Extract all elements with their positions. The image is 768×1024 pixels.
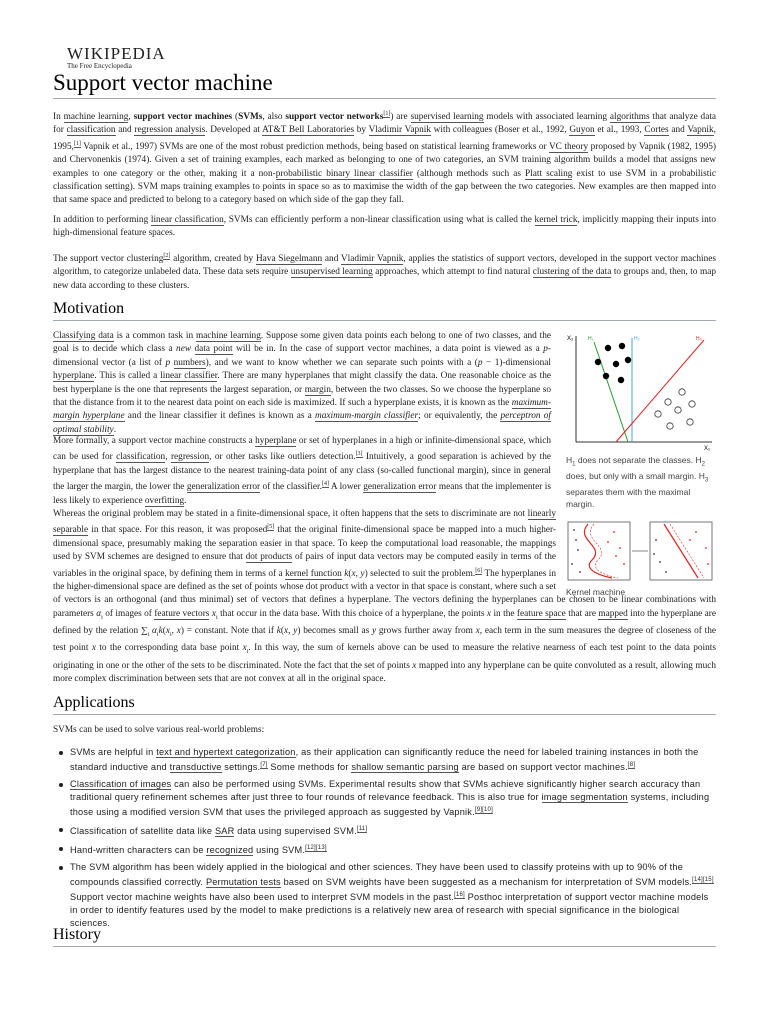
motivation-paragraph-2: More formally, a support vector machine constructs a hyperplane or set of hyperplanes in a high or infinite-dimensional space, which can be used for classification, regression, or other tasks like outliers detection.[3] Intuitively, a good separation is achieved by the hyperplane that has the largest distance to the nearest training-data point of any class (so-called functional margin), since in general the larger the margin, the lower the generalization error of the classifier.[4] A lower generalization error means that the implementer is less likely to experience overfitting.	[53, 436, 552, 506]
article-link[interactable]: AT&T Bell Laboratories	[262, 125, 355, 136]
wordmark: WIKIPEDIA	[67, 44, 166, 63]
math-variable: p	[165, 357, 171, 368]
article-link[interactable]: algorithms	[609, 112, 650, 122]
article-link[interactable]: regression	[170, 452, 210, 463]
hyperplane-h1	[594, 342, 628, 442]
motivation-paragraph-3: Whereas the original problem may be stated in a finite-dimensional space, it often happens that the sets to discriminate are not linearly separable in that space. For this reason, it was proposed[5] that the original finite-dimensional space be mapped into a much higher-dimensional space, presumably making the separation easier in that space. To keep the computational load reasonable, the mappings used by SVM schemes are designed to ensure that dot products of pairs of input data vectors may be computed easily in terms of the variables in the original space, by defining them in terms of a kernel function k(x, y) selected to suit the problem.[6] The hyperplanes in the higher-dimensional space are defined as the set of points whose dot product with a vector in that space is constant, where such a set of vectors is an orthogonal (and thus minimal) set of vectors that defines a hyperplane. The vectors defining the hyperplanes can be chosen to be linear combinations with parameters $\alpha_i$ of images of feature vectors $x_i$ that occur in the data base. With this choice of a hyperplane, the points x in the feature space that are mapped into the hyperplane are defined by the relation $\sum_i$ $\alpha_ik(x_i$, x) = constant. Note that if k(x, y) becomes small as y grows further away from x, each term in the sum measures the degree of closeness of the test point x to the corresponding data base point $x_i$. In this way, the sum of kernels above can be used to measure the relative nearness of each test point to the data points originating in one or the other of the sets to be discriminated. Note the fact that the set of points x mapped into any hyperplane can be quite convoluted as a result, allowing much more complex discrimination between sets that are not convex at all in the original space.	[53, 509, 717, 685]
section-divider	[53, 320, 716, 321]
subscript: i	[147, 631, 150, 638]
label-h1: H₁	[588, 336, 594, 342]
article-link[interactable]: hyperplane	[255, 436, 297, 446]
math-variable: α	[152, 626, 157, 637]
citation-link[interactable]: [16]	[454, 892, 465, 898]
article-link[interactable]: clustering of the data	[532, 267, 612, 278]
article-link[interactable]: linear classifier	[160, 371, 218, 382]
subscript: 2	[701, 461, 705, 468]
list-item: The SVM algorithm has been widely applied in the biological and other sciences. They have been used to classify proteins with up to 90% of the compounds classified correctly. Permutation tests based on SVM weights have been suggested as a mechanism for interpretation of SVM models.[14][15] Support vector machine weights have also been used to interpret SVM models in the past.[16] Posthoc interpretation of support vector machine models in order to identify features used by the model to make predictions is a relatively new area of research with special significance in the biological sciences.	[53, 861, 716, 930]
article-link[interactable]: feature vectors	[154, 608, 210, 619]
intro-paragraph-1: In machine learning, support vector machines (SVMs, also support vector networks[1]) are supervised learning models with associated learning algorithms that analyze data for classification and regression analysis. Developed at AT&T Bell Laboratories by Vladimir Vapnik with colleagues (Boser et al., 1992, Guyon et al., 1993, Cortes and Vapnik, 1995,[1] Vapnik et al., 1997) SVMs are one of the most robust prediction methods, being based on statistical learning frameworks or VC theory proposed by Vapnik (1982, 1995) and Chervonenkis (1974). Given a set of training examples, each marked as belonging to one of two categories, an SVM training algorithm builds a model that assigns new examples to one category or the other, making it a non-probabilistic binary linear classifier (although methods such as Platt scaling exist to use SVM in a probabilistic classification setting). SVM maps training examples to points in space so as to maximise the width of the gap between the two categories. New examples are then mapped into that same space and predicted to belong to a category based on which side of the gap they fall.	[53, 111, 717, 206]
subscript: 3	[704, 477, 709, 484]
bold-term: support vector machines	[133, 112, 233, 122]
citation-link[interactable]: [13]	[315, 845, 327, 851]
intro-paragraph-2: In addition to performing linear classification, SVMs can efficiently perform a non-linear classification using what is called the kernel trick, implicitly mapping their inputs into high-dimensional feature spaces.	[53, 215, 716, 239]
citation-link[interactable]: [8]	[627, 762, 636, 768]
article-link[interactable]: Vladimir Vapnik	[368, 125, 431, 136]
article-link[interactable]: overfitting	[144, 495, 185, 506]
citation-link[interactable]: [4]	[321, 481, 329, 488]
article-link[interactable]: Platt scaling	[525, 168, 573, 179]
wikipedia-logo[interactable]	[67, 44, 166, 70]
math-variable: α	[96, 608, 102, 619]
math-variable: x	[91, 643, 96, 654]
subscript: i	[215, 614, 218, 621]
citation-link[interactable]: [3]	[355, 451, 363, 458]
article-link[interactable]: kernel function	[285, 568, 342, 579]
subscript: 1	[572, 461, 576, 468]
bold-term: SVMs	[238, 112, 263, 122]
article-link[interactable]: maximum-margin hyperplane	[53, 398, 551, 422]
citation-link[interactable]: [9]	[474, 807, 483, 813]
article-link[interactable]: mapped	[598, 608, 628, 619]
page-title: Support vector machine	[53, 70, 273, 95]
math-variable: y	[371, 626, 377, 637]
section-heading-motivation: Motivation	[53, 300, 125, 317]
bold-term: support vector networks	[285, 112, 384, 122]
motivation-paragraph-1: Classifying data is a common task in machine learning. Suppose some given data points each belong to one of two classes, and the goal is to decide which class a new data point will be in. In the case of support vector machines, a data point is viewed as a p-dimensional vector (a list of p numbers), and we want to know whether we can separate such points with a (p − 1)-dimensional hyperplane. This is called a linear classifier. There are many hyperplanes that might classify the data. One reasonable choice as the best hyperplane is the one that represents the largest separation, or margin, between the two classes. So we choose the hyperplane so that the distance from it to the nearest data point on each side is maximized. If such a hyperplane exists, it is known as the maximum-margin hyperplane and the linear classifier it defines is known as a maximum-margin classifier; or equivalently, the perceptron of optimal stability.	[53, 331, 552, 435]
article-link[interactable]: Classifying data	[53, 331, 114, 341]
article-link[interactable]: Hava Siegelmann	[255, 254, 323, 264]
axis-label-x1: X₁	[704, 446, 711, 452]
tagline: The Free Encyclopedia	[67, 62, 132, 70]
figure-float-spacer	[556, 508, 716, 586]
article-link[interactable]: Cortes	[644, 125, 669, 136]
article-link[interactable]: classification	[66, 125, 116, 136]
axis-label-x2: X₂	[567, 336, 574, 342]
article-link[interactable]: shallow semantic parsing	[351, 762, 459, 772]
article-link[interactable]: kernel trick	[534, 215, 578, 225]
article-link[interactable]: margin	[304, 384, 331, 395]
math-variable: x	[284, 626, 289, 637]
title-divider	[53, 98, 716, 99]
article-link[interactable]: probabilistic binary linear classifier	[275, 168, 413, 179]
citation-link[interactable]: [5]	[267, 524, 275, 531]
section-heading-history: History	[53, 926, 101, 943]
article-link[interactable]: unsupervised learning	[290, 267, 373, 278]
math-variable: k	[344, 568, 349, 579]
math-variable: x	[351, 568, 356, 579]
article-link[interactable]: dot products	[245, 552, 293, 563]
section-divider	[53, 946, 716, 947]
article-link[interactable]: text and hypertext categorization	[156, 747, 296, 757]
list-item: Hand-written characters can be recognized using SVM.[12][13]	[53, 842, 716, 857]
subscript: i	[169, 631, 172, 638]
citation-link[interactable]: [10]	[482, 807, 493, 813]
hyperplanes-figure[interactable]	[566, 330, 716, 510]
math-variable: x	[475, 626, 480, 637]
article-link[interactable]: feature space	[516, 608, 566, 619]
article-link[interactable]: Classification of images	[70, 779, 172, 789]
applications-intro: SVMs can be used to solve various real-world problems:	[53, 725, 265, 735]
citation-link[interactable]: [1]	[383, 111, 391, 117]
subscript: i	[246, 649, 249, 656]
article-link[interactable]: regression analysis	[134, 125, 206, 136]
article-link[interactable]: maximum-margin classifier	[315, 411, 419, 422]
section-divider	[53, 714, 716, 715]
article-link[interactable]: hyperplane	[53, 371, 95, 382]
article-link[interactable]: transductive	[169, 762, 222, 772]
citation-link[interactable]: [7]	[260, 762, 268, 768]
list-item: Classification of satellite data like SAR data using supervised SVM.[11]	[53, 823, 716, 838]
figure-caption-kernel: Kernel machine	[566, 587, 626, 597]
article-link[interactable]: Guyon	[569, 125, 595, 136]
math-variable: k	[158, 626, 163, 637]
figure-caption-hyperplanes: $H_1$ does not separate the classes. $H_2$ does, but only with a small margin. $H_3$ separates them with the maximal margin.	[566, 455, 709, 509]
article-link[interactable]: numbers	[173, 357, 206, 368]
math-variable: x	[412, 660, 417, 671]
article-link[interactable]: Vladimir Vapnik	[340, 254, 404, 264]
label-h2: H₂	[634, 336, 640, 342]
citation-link[interactable]: [11]	[356, 826, 368, 832]
subscript: i	[101, 614, 103, 621]
math-variable: y	[293, 626, 298, 637]
citation-link[interactable]: [12]	[305, 845, 316, 851]
article-link[interactable]: Permutation tests	[205, 877, 281, 887]
math-variable: y	[360, 568, 365, 579]
math-variable: x	[211, 608, 216, 619]
article-link[interactable]: linearly separable	[53, 509, 556, 536]
math-variable: x	[486, 608, 492, 619]
applications-list	[53, 746, 716, 934]
article-link[interactable]: supervised learning	[410, 112, 484, 122]
article-link[interactable]: data point	[194, 344, 233, 355]
article-link[interactable]: classification	[116, 452, 166, 463]
section-heading-applications: Applications	[53, 694, 135, 711]
math-variable: p	[477, 357, 483, 368]
citation-link[interactable]: [6]	[475, 567, 483, 574]
article-link[interactable]: machine learning	[63, 112, 129, 122]
article-link[interactable]: machine learning	[196, 331, 261, 341]
intro-paragraph-3: The support vector clustering[2] algorithm, created by Hava Siegelmann and Vladimir Vapnik, applies the statistics of support vectors, developed in the support vector machines algorithm, to categorize unlabeled data. These data sets require unsupervised learning approaches, which attempt to find natural clustering of the data to groups and, then, to map new data according to these clusters.	[53, 253, 717, 291]
math-variable: x	[242, 643, 247, 654]
article-link[interactable]: generalization error	[363, 482, 437, 493]
citation-link[interactable]: [1]	[73, 140, 81, 147]
math-variable: new	[176, 344, 192, 355]
article-link[interactable]: VC theory	[548, 141, 589, 152]
math-variable: x	[176, 626, 181, 637]
math-variable: k	[276, 626, 281, 637]
list-item: Classification of images can also be performed using SVMs. Experimental results show that SVMs achieve significantly higher search accuracy than traditional query refinement schemes after just three to four rounds of relevance feedback. This is also true for image segmentation systems, including those using a modified version SVM that uses the privileged approach as suggested by Vapnik.[9][10]	[53, 778, 716, 819]
list-item: SVMs are helpful in text and hypertext categorization, as their application can significantly reduce the need for labeled training instances in both the standard inductive and transductive settings.[7] Some methods for shallow semantic parsing are based on support vector machines.[8]	[53, 746, 716, 774]
article-link[interactable]: image segmentation	[541, 792, 628, 802]
article-link[interactable]: Vapnik	[687, 125, 714, 136]
citation-link[interactable]: [14]	[692, 877, 703, 883]
hyperplanes-diagram	[566, 330, 716, 452]
subscript: i	[156, 631, 159, 638]
math-variable: p	[543, 344, 548, 355]
article-link[interactable]: SAR	[214, 826, 235, 836]
hyperplane-h3	[616, 340, 704, 442]
article-link[interactable]: generalization error	[186, 482, 261, 493]
article-link[interactable]: linear classification	[150, 215, 224, 225]
math-variable: x	[165, 626, 170, 637]
label-h3: H₃	[696, 336, 702, 342]
citation-link[interactable]: [2]	[163, 253, 171, 259]
article-link[interactable]: perceptron of optimal stability	[53, 411, 552, 435]
article-link[interactable]: recognized	[206, 845, 254, 855]
citation-link[interactable]: [15]	[702, 877, 714, 883]
